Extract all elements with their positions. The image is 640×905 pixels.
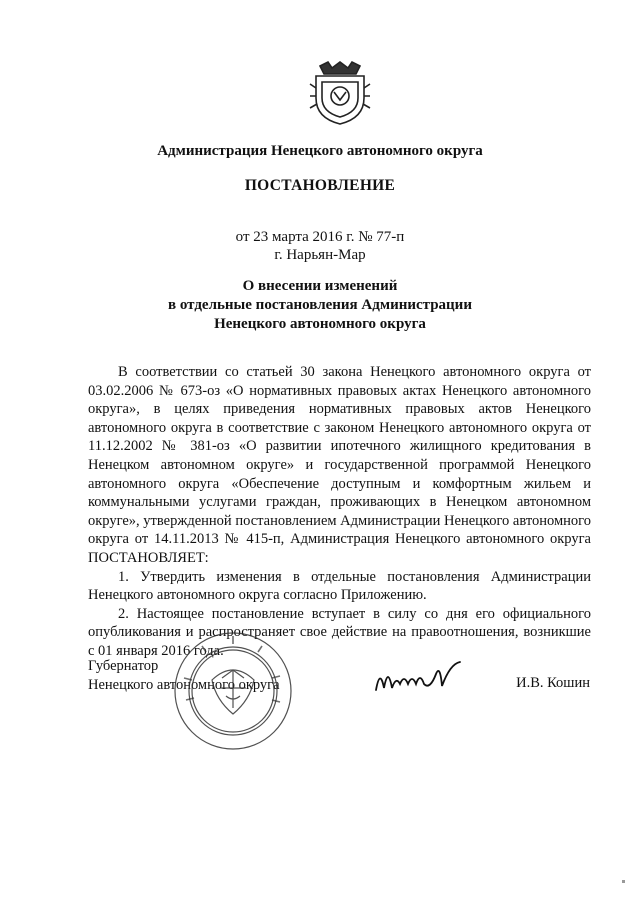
item-2-paragraph: 2. Настоящее постановление вступает в силу со дня его официального опубликования и распространяет свое действие на правоотношения, возникшие с 01 января 2016 года. [88, 605, 591, 659]
title-line-3: Ненецкого автономного округа [214, 316, 426, 332]
document-type: ПОСТАНОВЛЕНИЕ [244, 177, 396, 194]
document-date-number: от 23 марта 2016 г. № 77-п [235, 229, 405, 245]
preamble-paragraph: В соответствии со статьей 30 закона Ненецкого автономного округа от 03.02.2006 № 673-оз «О нормативных правовых актах Ненецкого автономного округа», в целях приведения нормативных правовых актов Ненецкого автономного округа в соответствие с законом Ненецкого автономного округа от 11.12.2002 № 381-оз «О развитии ипотечного жилищного кредитования в Ненецком автономном округе» и государственной программой Ненецкого автономного округа «Обеспечение доступным и комфортным жильем и коммунальными услугами граждан, проживающих в Ненецком автономном округе», утвержденной постановлением Администрации Ненецкого автономного округа от 14.11.2013 № 415-п, Администрация Ненецкого автономного округа ПОСТАНОВЛЯЕТ: [88, 364, 591, 566]
title-line-1: О внесении изменений [242, 278, 398, 294]
signatory-role-line-2: Ненецкого автономного округа [88, 676, 280, 693]
title-line-2: в отдельные постановления Администрации [168, 297, 472, 313]
item-1-paragraph: 1. Утвердить изменения в отдельные постановления Администрации Ненецкого автономного округа согласно Приложению. [88, 568, 591, 604]
signatory-name: И.В. Кошин [516, 675, 590, 691]
organization-name: Администрация Ненецкого автономного округа [157, 143, 483, 159]
round-seal-icon [172, 630, 294, 752]
scan-speck [622, 880, 625, 883]
document-city: г. Нарьян-Мар [274, 247, 366, 263]
coat-of-arms-icon [302, 52, 378, 128]
handwritten-signature-icon [370, 660, 466, 696]
document-body [88, 363, 591, 661]
signatory-role-line-1: Губернатор [88, 658, 159, 674]
